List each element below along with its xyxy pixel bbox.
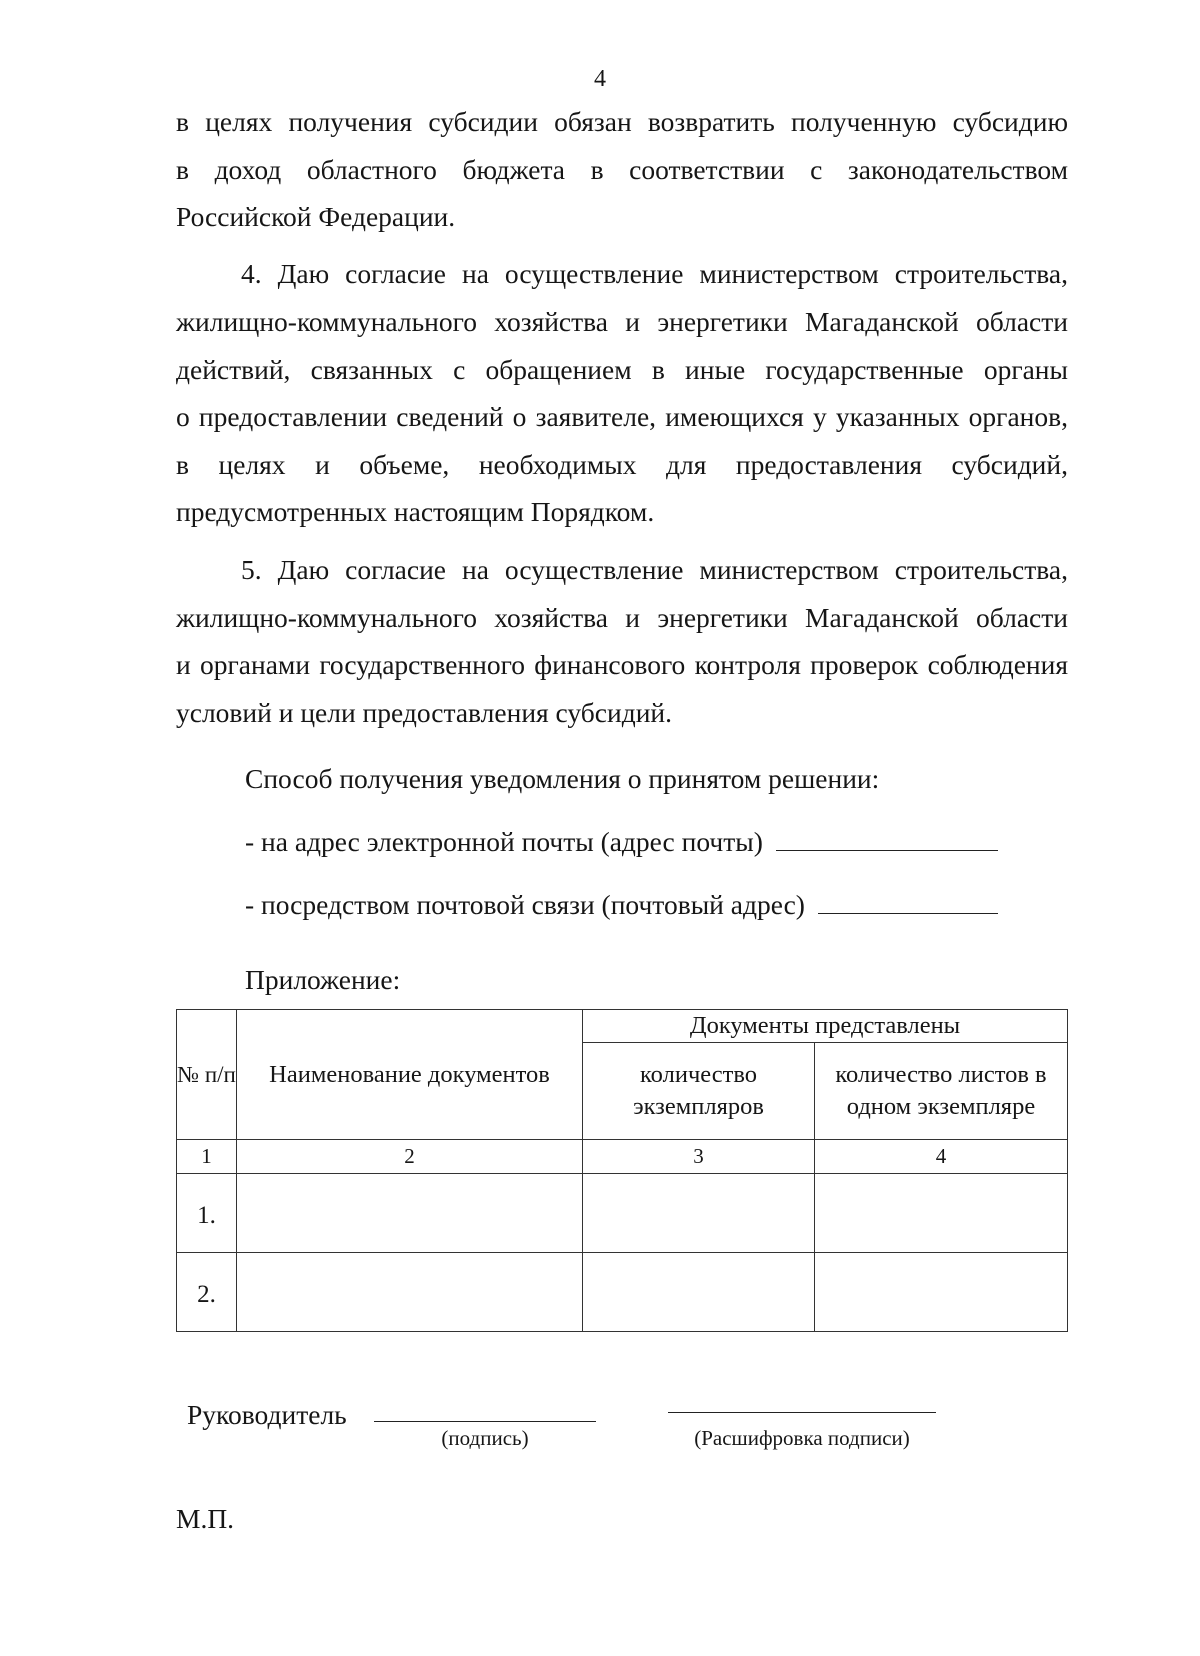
table-row (177, 1253, 1068, 1332)
header-documents-presented: Документы представлены (583, 1010, 1068, 1043)
paragraph-line: Российской Федерации. (176, 201, 456, 232)
paragraph-4-line: в целях и объеме, необходимых для предоставления субсидий, (176, 449, 1068, 480)
header-document-name: Наименование документов (237, 1010, 583, 1140)
paragraph-5-line: условий и цели предоставления субсидий. (176, 697, 673, 728)
signature-decode-caption: (Расшифровка подписи) (694, 1426, 910, 1450)
header-sheets-per-copy: количество листов в одном экземпляре (815, 1043, 1068, 1140)
document-name-cell[interactable] (237, 1253, 583, 1332)
row-number: 1. (177, 1174, 237, 1253)
document-name-cell[interactable] (237, 1174, 583, 1253)
seal-mark: М.П. (176, 1503, 235, 1534)
paragraph-line: в доход областного бюджета в соответствии с законодательством (176, 154, 1068, 185)
copies-count-cell[interactable] (583, 1253, 815, 1332)
column-index: 4 (815, 1140, 1068, 1174)
notification-title: Способ получения уведомления о принятом решении: (245, 763, 880, 794)
paragraph-5-line: 5. Даю согласие на осуществление министерством строительства, (241, 554, 1068, 585)
paragraph-4-line: действий, связанных с обращением в иные государственные органы (176, 354, 1068, 385)
column-index-row (177, 1140, 1068, 1174)
signature-decode-line[interactable] (668, 1412, 936, 1413)
documents-table (176, 1009, 1068, 1332)
header-copies-count: количество экземпляров (583, 1043, 815, 1140)
column-index: 1 (177, 1140, 237, 1174)
sheets-per-copy-cell[interactable] (815, 1253, 1068, 1332)
notify-email-label: - на адрес электронной почты (адрес почты) (245, 826, 763, 857)
table-row (177, 1174, 1068, 1253)
paragraph-4-line: предусмотренных настоящим Порядком. (176, 496, 655, 527)
header-number: № п/п (177, 1010, 237, 1140)
email-address-blank[interactable] (776, 828, 998, 851)
postal-address-blank[interactable] (818, 891, 998, 914)
notify-post-option (245, 891, 998, 919)
row-number: 2. (177, 1253, 237, 1332)
paragraph-4-line: о предоставлении сведений о заявителе, имеющихся у указанных органов, (176, 401, 1068, 432)
signature-caption: (подпись) (441, 1426, 529, 1450)
copies-count-cell[interactable] (583, 1174, 815, 1253)
paragraph-4-line: жилищно-коммунального хозяйства и энергетики Магаданской области (176, 306, 1068, 337)
paragraph-5-line: жилищно-коммунального хозяйства и энергетики Магаданской области (176, 602, 1068, 633)
paragraph-5-line: и органами государственного финансового контроля проверок соблюдения (176, 649, 1068, 680)
appendix-label: Приложение: (245, 964, 401, 995)
paragraph-4-line: 4. Даю согласие на осуществление министерством строительства, (241, 258, 1068, 289)
notify-post-label: - посредством почтовой связи (почтовый адрес) (245, 889, 805, 920)
notify-email-option (245, 828, 998, 856)
column-index: 2 (237, 1140, 583, 1174)
signatory-role: Руководитель (187, 1399, 347, 1430)
paragraph-line: в целях получения субсидии обязан возвратить полученную субсидию (176, 106, 1068, 137)
sheets-per-copy-cell[interactable] (815, 1174, 1068, 1253)
page-number: 4 (594, 66, 606, 92)
column-index: 3 (583, 1140, 815, 1174)
signature-line[interactable] (374, 1421, 596, 1422)
